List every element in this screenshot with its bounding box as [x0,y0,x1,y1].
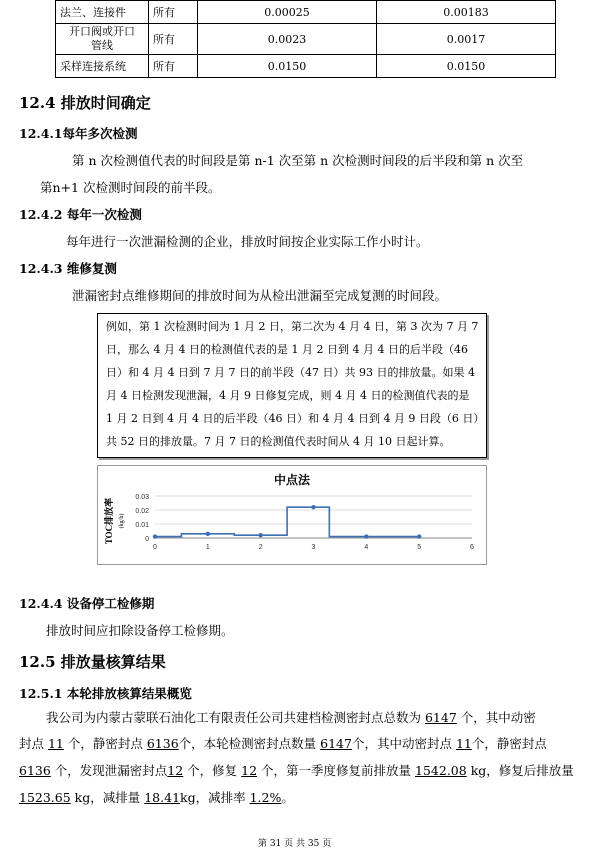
section-heading-12-4-2: 12.4.2 每年一次检测 [19,207,142,222]
table-cell: 所有 [149,55,198,78]
table-cell: 0.0150 [198,55,377,78]
table-cell: 0.0017 [377,24,556,55]
section-heading-12-5: 12.5 排放量核算结果 [19,653,166,671]
text: 。 [281,790,294,805]
x-tick-label: 1 [205,544,210,551]
table-row [56,55,556,78]
x-tick-label: 6 [470,544,474,551]
x-tick-label: 3 [311,544,316,551]
midpoint-chart [97,465,487,565]
table-cell: 采样连接系统 [56,55,149,78]
paragraph-line: 第n+1 次检测时间段的前半段。 [40,180,221,195]
data-point [206,532,210,536]
data-point [364,534,368,538]
example-line: 例如，第 1 次检测时间为 1 月 2 日，第二次为 4 月 4 日，第 3 次为 7 月 7 [106,320,479,333]
total-points-value: 6147 [424,710,457,725]
cell-line: 开口阀或开口 [69,25,135,38]
checked-dynamic-value: 11 [455,736,472,751]
text: 个，第一季度修复前排放量 [257,763,416,778]
reduction-rate-value: 1.2% [249,790,282,805]
text: kg，修复后排放量 [466,763,574,778]
table-row [56,24,556,55]
emission-factor-table [55,0,556,78]
table-cell: 法兰、连接件 [56,1,149,24]
y-axis-unit: (kg/h) [119,513,125,529]
example-line: 日）和 4 月 4 日到 7 月 7 日的前半段（47 日）共 93 日的排放量。如果 4 [106,366,475,379]
text: 个，本轮检测密封点数量 [178,736,321,751]
table-cell: 0.00183 [377,1,556,24]
paragraph: 泄漏密封点维修期间的排放时间为从检出泄漏至完成复测的时间段。 [72,288,448,303]
text: 个，其中动密 [456,710,536,725]
example-box [97,313,487,458]
summary-line-2 [19,734,547,752]
example-line: 日，那么 4 月 4 日的检测值代表的是 1 月 2 日到 4 月 4 日的后半段（46 [106,343,468,356]
y-tick-label: 0.03 [135,494,149,501]
paragraph-line: 第 n 次检测值代表的时间段是第 n-1 次至第 n 次检测时间段的后半段和第 n 次至 [72,153,524,168]
data-point [311,505,315,509]
section-heading-12-4-3: 12.4.3 维修复测 [19,261,117,276]
dynamic-points-value: 11 [47,736,64,751]
section-heading-12-4-4: 12.4.4 设备停工检修期 [19,596,155,611]
reduction-value: 18.41 [144,790,181,805]
text: 封点 [19,736,48,751]
text: 个，静密封点 [63,736,147,751]
x-tick-label: 4 [364,544,369,551]
text: 个，发现泄漏密封点 [50,763,168,778]
y-tick-label: 0 [145,536,149,543]
section-heading-12-4-1: 12.4.1每年多次检测 [19,126,138,141]
y-axis-label: TOC排放率 [104,497,114,545]
text: 个，其中动密封点 [351,736,456,751]
y-tick-label: 0.01 [135,522,149,529]
text: 我公司为内蒙古蒙联石油化工有限责任公司共建档检测密封点总数为 [46,710,425,725]
table-row [56,1,556,24]
cell-line: 管线 [91,39,113,52]
chart-title: 中点法 [273,473,311,487]
data-point [258,533,262,537]
chart-svg [98,466,486,564]
example-line: 共 52 日的排放量。7 月 7 日的检测值代表时间从 4 月 10 日起计算。 [106,435,451,448]
paragraph: 每年进行一次泄漏检测的企业，排放时间按企业实际工作小时计。 [66,234,429,249]
fixed-points-value: 12 [241,763,258,778]
x-tick-label: 2 [258,544,263,551]
static-points-value: 6136 [146,736,179,751]
example-line: 月 4 日检测发现泄漏，4 月 9 日修复完成，则 4 月 4 日的检测值代表的是 [106,389,470,402]
summary-line-4 [19,788,294,806]
table-cell [56,24,149,55]
x-tick-label: 0 [153,544,157,551]
table-cell: 0.0023 [198,24,377,55]
table-cell: 0.0150 [377,55,556,78]
checked-points-value: 6147 [320,736,352,751]
text: 个，静密封点 [471,736,547,751]
page-footer: 第 31 页 共 35 页 [258,839,332,849]
data-point [417,534,421,538]
text: 个，修复 [183,763,242,778]
summary-line-3 [19,761,574,779]
paragraph: 排放时间应扣除设备停工检修期。 [46,623,234,638]
y-tick-label: 0.02 [135,508,149,515]
data-point [153,534,157,538]
text: kg，减排率 [180,790,250,805]
table-cell: 所有 [149,1,198,24]
example-line: 1 月 2 日到 4 月 4 日的后半段（46 日）和 4 月 4 日到 4 月 9 日段（6 日） [106,412,485,425]
section-heading-12-5-1: 12.5.1 本轮排放核算结果概览 [19,686,192,701]
leak-points-value: 12 [167,763,184,778]
text: kg，减排量 [70,790,145,805]
table-cell: 0.00025 [198,1,377,24]
summary-line-1 [46,708,536,726]
x-tick-label: 5 [417,544,422,551]
after-emission-value: 1523.65 [19,790,71,805]
series-line [155,507,419,536]
section-heading-12-4: 12.4 排放时间确定 [19,94,151,112]
before-emission-value: 1542.08 [415,763,467,778]
table-cell: 所有 [149,24,198,55]
checked-static-value: 6136 [19,763,51,778]
